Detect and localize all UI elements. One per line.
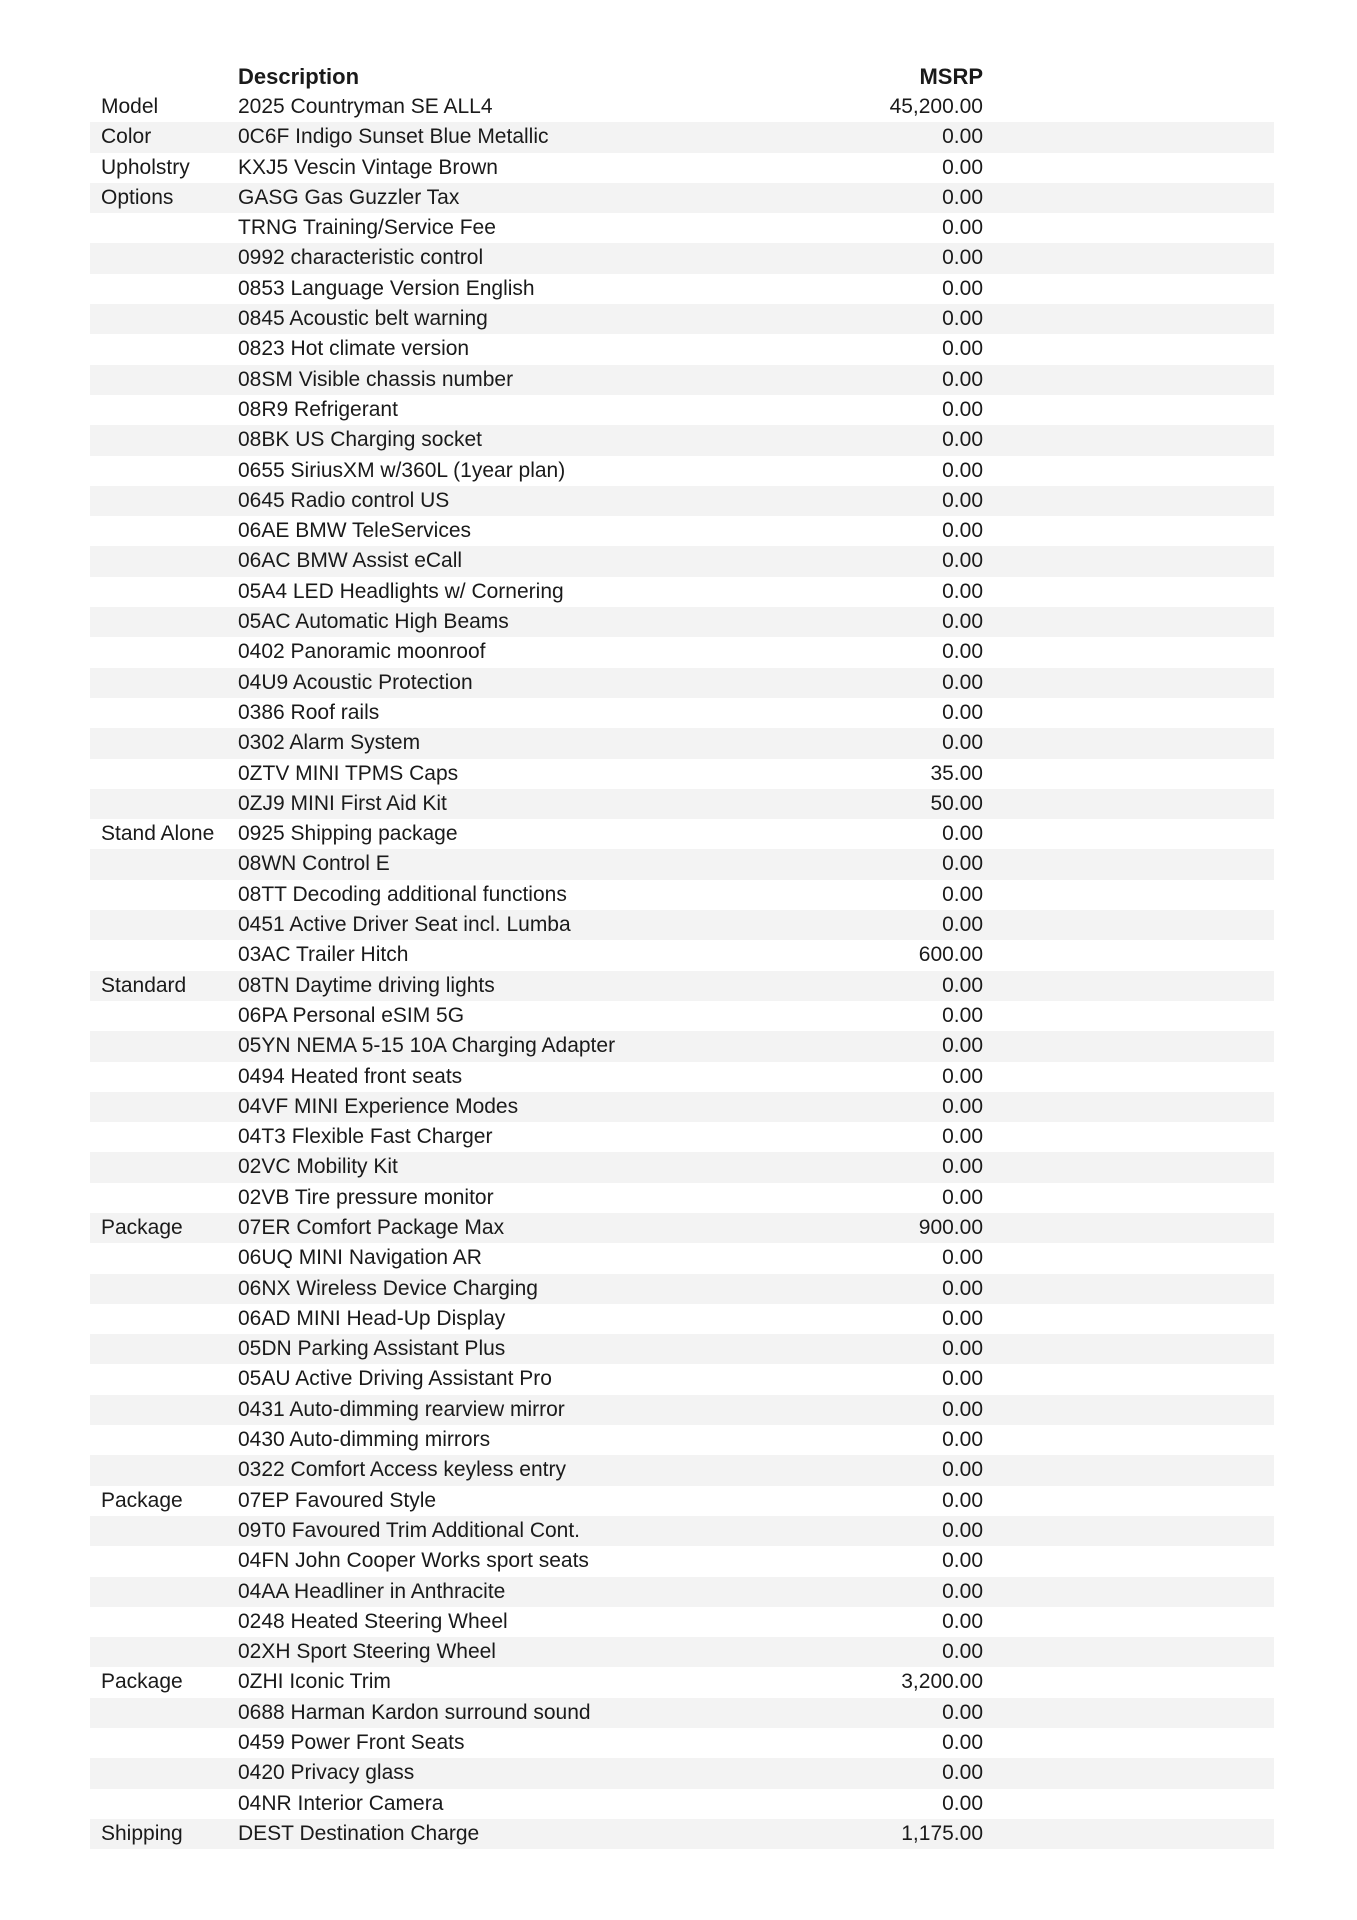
- row-description: 08TN Daytime driving lights: [238, 973, 495, 997]
- table-row: [90, 607, 1274, 637]
- row-msrp: 0.00: [942, 1276, 983, 1300]
- row-msrp: 0.00: [942, 216, 983, 240]
- row-description: GASG Gas Guzzler Tax: [238, 185, 460, 209]
- row-description: 04T3 Flexible Fast Charger: [238, 1125, 493, 1149]
- table-row: [90, 880, 1274, 910]
- row-category: Shipping: [101, 1821, 183, 1845]
- row-description: 0845 Acoustic belt warning: [238, 307, 488, 331]
- table-row: [90, 577, 1274, 607]
- table-row: [90, 1183, 1274, 1213]
- row-msrp: 0.00: [942, 1094, 983, 1118]
- row-category: Color: [101, 125, 152, 149]
- table-row: [90, 395, 1274, 425]
- row-msrp: 0.00: [942, 1609, 983, 1633]
- row-description: 2025 Countryman SE ALL4: [238, 95, 493, 118]
- header-description: Description: [238, 64, 360, 89]
- row-description: 0992 characteristic control: [238, 246, 484, 270]
- row-description: 06AE BMW TeleServices: [238, 519, 472, 543]
- table-row: [90, 1092, 1274, 1122]
- row-category: Standard: [101, 973, 187, 997]
- row-msrp: 0.00: [942, 428, 983, 452]
- table-row: [90, 1486, 1274, 1516]
- row-category: Upholstry: [101, 155, 190, 179]
- row-msrp: 0.00: [942, 913, 983, 937]
- row-category: Package: [101, 1215, 183, 1239]
- row-category: Model: [101, 95, 159, 118]
- row-msrp: 0.00: [942, 1640, 983, 1664]
- row-msrp: 0.00: [942, 1458, 983, 1482]
- row-msrp: 0.00: [942, 670, 983, 694]
- row-description: TRNG Training/Service Fee: [238, 216, 496, 240]
- table-row: [90, 1274, 1274, 1304]
- table-row: [90, 1789, 1274, 1819]
- table-row: [90, 153, 1274, 183]
- row-msrp: 0.00: [942, 640, 983, 664]
- row-msrp: 0.00: [942, 1518, 983, 1542]
- row-description: 02VC Mobility Kit: [238, 1155, 398, 1179]
- row-description: 08BK US Charging socket: [238, 428, 482, 452]
- row-msrp: 0.00: [942, 125, 983, 149]
- row-msrp: 0.00: [942, 1064, 983, 1088]
- row-description: 09T0 Favoured Trim Additional Cont.: [238, 1518, 581, 1542]
- row-msrp: 0.00: [942, 1337, 983, 1361]
- table-row: [90, 1577, 1274, 1607]
- row-msrp: 0.00: [942, 1185, 983, 1209]
- row-msrp: 900.00: [918, 1215, 983, 1239]
- row-msrp: 0.00: [942, 610, 983, 634]
- row-msrp: 0.00: [942, 1579, 983, 1603]
- table-row: [90, 183, 1274, 213]
- table-row: [90, 637, 1274, 667]
- row-description: 0853 Language Version English: [238, 276, 535, 300]
- row-description: 0322 Comfort Access keyless entry: [238, 1458, 566, 1482]
- table-row: [90, 1001, 1274, 1031]
- table-row: [90, 334, 1274, 364]
- row-msrp: 50.00: [930, 791, 983, 815]
- table-row: [90, 759, 1274, 789]
- row-msrp: 0.00: [942, 1488, 983, 1512]
- table-row: [90, 516, 1274, 546]
- table-row: [90, 698, 1274, 728]
- row-description: 06AD MINI Head-Up Display: [238, 1306, 506, 1330]
- table-row: [90, 1698, 1274, 1728]
- row-description: 0430 Auto-dimming mirrors: [238, 1428, 491, 1452]
- row-msrp: 0.00: [942, 852, 983, 876]
- row-msrp: 0.00: [942, 822, 983, 846]
- row-description: 05AC Automatic High Beams: [238, 610, 509, 634]
- msrp-sheet: [90, 62, 1274, 1849]
- row-description: KXJ5 Vescin Vintage Brown: [238, 155, 498, 179]
- row-msrp: 0.00: [942, 1761, 983, 1785]
- row-msrp: 0.00: [942, 458, 983, 482]
- table-row: [90, 365, 1274, 395]
- table-row: [90, 1728, 1274, 1758]
- row-msrp: 0.00: [942, 1549, 983, 1573]
- row-msrp: 0.00: [942, 1367, 983, 1391]
- row-msrp: 35.00: [930, 761, 983, 785]
- row-description: 0494 Heated front seats: [238, 1064, 463, 1088]
- row-description: 06PA Personal eSIM 5G: [238, 1003, 465, 1027]
- row-description: 05DN Parking Assistant Plus: [238, 1337, 506, 1361]
- table-row: [90, 1516, 1274, 1546]
- row-msrp: 0.00: [942, 337, 983, 361]
- table-row: [90, 1425, 1274, 1455]
- row-description: 0688 Harman Kardon surround sound: [238, 1700, 591, 1724]
- row-description: 04NR Interior Camera: [238, 1791, 444, 1815]
- row-msrp: 1,175.00: [901, 1821, 983, 1845]
- row-msrp: 0.00: [942, 1003, 983, 1027]
- row-msrp: 0.00: [942, 1246, 983, 1270]
- table-row: [90, 1455, 1274, 1485]
- row-description: 0ZTV MINI TPMS Caps: [238, 761, 459, 785]
- row-description: 04FN John Cooper Works sport seats: [238, 1549, 589, 1573]
- row-description: 03AC Trailer Hitch: [238, 943, 409, 967]
- row-description: 06AC BMW Assist eCall: [238, 549, 463, 573]
- table-row: [90, 940, 1274, 970]
- table-row: [90, 456, 1274, 486]
- row-msrp: 0.00: [942, 882, 983, 906]
- row-msrp: 0.00: [942, 1428, 983, 1452]
- table-row: [90, 1819, 1274, 1849]
- row-msrp: 0.00: [942, 1155, 983, 1179]
- table-row: [90, 728, 1274, 758]
- row-msrp: 0.00: [942, 367, 983, 391]
- row-msrp: 0.00: [942, 246, 983, 270]
- row-description: 08WN Control E: [238, 852, 390, 876]
- row-msrp: 0.00: [942, 1306, 983, 1330]
- row-description: 05A4 LED Headlights w/ Cornering: [238, 579, 564, 603]
- table-row: [90, 789, 1274, 819]
- row-msrp: 0.00: [942, 1125, 983, 1149]
- row-msrp: 45,200.00: [889, 95, 983, 118]
- row-category: Package: [101, 1670, 183, 1694]
- row-description: 0655 SiriusXM w/360L (1year plan): [238, 458, 566, 482]
- table-row: [90, 668, 1274, 698]
- table-row: [90, 1546, 1274, 1576]
- row-description: 05YN NEMA 5-15 10A Charging Adapter: [238, 1034, 616, 1058]
- table-row: [90, 1334, 1274, 1364]
- row-description: 02VB Tire pressure monitor: [238, 1185, 494, 1209]
- table-row: [90, 1364, 1274, 1394]
- row-description: 0431 Auto-dimming rearview mirror: [238, 1397, 565, 1421]
- row-msrp: 600.00: [918, 943, 983, 967]
- table-body: [90, 92, 1274, 1849]
- table-row: [90, 304, 1274, 334]
- row-description: 0645 Radio control US: [238, 488, 450, 512]
- row-description: 07ER Comfort Package Max: [238, 1215, 505, 1239]
- row-msrp: 0.00: [942, 519, 983, 543]
- row-msrp: 0.00: [942, 488, 983, 512]
- row-msrp: 0.00: [942, 549, 983, 573]
- row-msrp: 0.00: [942, 185, 983, 209]
- row-description: 08SM Visible chassis number: [238, 367, 514, 391]
- row-description: 08TT Decoding additional functions: [238, 882, 567, 906]
- table-row: [90, 1304, 1274, 1334]
- row-description: 0248 Heated Steering Wheel: [238, 1609, 508, 1633]
- row-description: 0ZJ9 MINI First Aid Kit: [238, 791, 447, 815]
- row-description: 0451 Active Driver Seat incl. Lumba: [238, 913, 571, 937]
- row-description: 0302 Alarm System: [238, 731, 421, 755]
- row-msrp: 3,200.00: [901, 1670, 983, 1694]
- row-description: 0C6F Indigo Sunset Blue Metallic: [238, 125, 549, 149]
- table-row: [90, 1395, 1274, 1425]
- row-msrp: 0.00: [942, 1791, 983, 1815]
- table-row: [90, 971, 1274, 1001]
- table-row: [90, 1062, 1274, 1092]
- row-msrp: 0.00: [942, 1397, 983, 1421]
- table-row: [90, 1758, 1274, 1788]
- row-msrp: 0.00: [942, 307, 983, 331]
- row-category: Options: [101, 185, 174, 209]
- row-msrp: 0.00: [942, 700, 983, 724]
- row-description: 0386 Roof rails: [238, 700, 380, 724]
- row-description: 04AA Headliner in Anthracite: [238, 1579, 506, 1603]
- row-msrp: 0.00: [942, 1034, 983, 1058]
- header-msrp: MSRP: [919, 64, 983, 89]
- row-description: 06UQ MINI Navigation AR: [238, 1246, 482, 1270]
- table-row: [90, 1243, 1274, 1273]
- row-msrp: 0.00: [942, 397, 983, 421]
- table-row: [90, 910, 1274, 940]
- row-description: DEST Destination Charge: [238, 1821, 480, 1845]
- table-row: [90, 849, 1274, 879]
- row-msrp: 0.00: [942, 579, 983, 603]
- table-row: [90, 1667, 1274, 1697]
- table-row: [90, 1213, 1274, 1243]
- row-description: 04VF MINI Experience Modes: [238, 1094, 519, 1118]
- row-description: 0925 Shipping package: [238, 822, 458, 846]
- row-description: 08R9 Refrigerant: [238, 397, 398, 421]
- row-msrp: 0.00: [942, 973, 983, 997]
- row-category: Stand Alone: [101, 822, 215, 846]
- table-row: [90, 243, 1274, 273]
- row-description: 0459 Power Front Seats: [238, 1731, 465, 1755]
- row-msrp: 0.00: [942, 155, 983, 179]
- table-row: [90, 425, 1274, 455]
- row-description: 02XH Sport Steering Wheel: [238, 1640, 496, 1664]
- row-description: 05AU Active Driving Assistant Pro: [238, 1367, 552, 1391]
- table-row: [90, 486, 1274, 516]
- table-row: [90, 92, 1274, 122]
- table-row: [90, 213, 1274, 243]
- row-msrp: 0.00: [942, 276, 983, 300]
- row-description: 06NX Wireless Device Charging: [238, 1276, 538, 1300]
- row-description: 0402 Panoramic moonroof: [238, 640, 486, 664]
- table-header: [90, 62, 1274, 92]
- row-description: 04U9 Acoustic Protection: [238, 670, 473, 694]
- row-description: 0ZHI Iconic Trim: [238, 1670, 391, 1694]
- row-category: Package: [101, 1488, 183, 1512]
- row-description: 0823 Hot climate version: [238, 337, 470, 361]
- table-row: [90, 1031, 1274, 1061]
- row-msrp: 0.00: [942, 1700, 983, 1724]
- row-description: 0420 Privacy glass: [238, 1761, 415, 1785]
- table-row: [90, 1607, 1274, 1637]
- row-msrp: 0.00: [942, 731, 983, 755]
- table-row: [90, 819, 1274, 849]
- row-msrp: 0.00: [942, 1731, 983, 1755]
- table-row: [90, 1152, 1274, 1182]
- table-row: [90, 1637, 1274, 1667]
- row-description: 07EP Favoured Style: [238, 1488, 437, 1512]
- table-row: [90, 1122, 1274, 1152]
- table-row: [90, 274, 1274, 304]
- table-row: [90, 122, 1274, 152]
- table-row: [90, 546, 1274, 576]
